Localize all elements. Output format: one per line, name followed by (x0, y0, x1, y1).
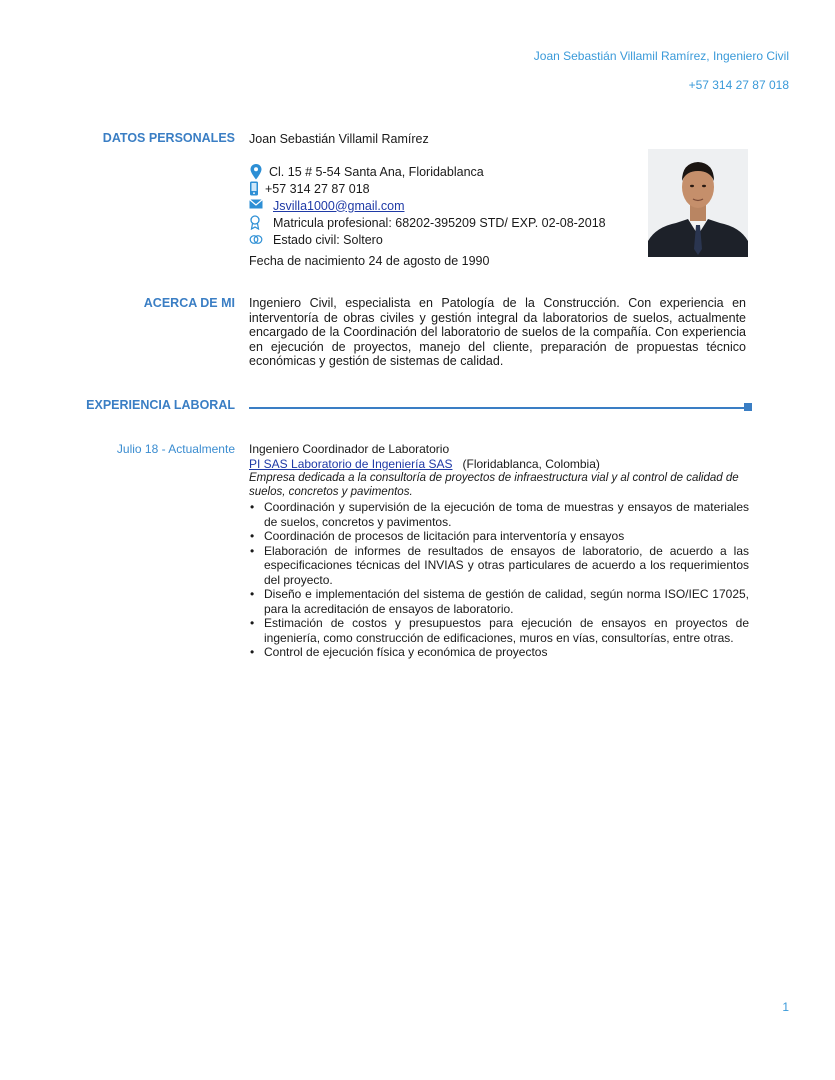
address-row (249, 163, 606, 180)
contact-list (249, 163, 606, 248)
job-entry (249, 442, 749, 660)
phone-icon (249, 181, 261, 197)
job-period: Julio 18 - Actualmente (116, 442, 235, 456)
list-item: • Elaboración de informes de resultados de ensayos de laboratorio, de acuerdo a las especificaciones técnicas del INVIAS y otras particulares de acuerdo a los requerimientos del proyecto. (249, 544, 749, 588)
license-row (249, 214, 606, 231)
company-link[interactable]: PI SAS Laboratorio de Ingeniería SAS (249, 456, 453, 471)
profile-photo (648, 149, 748, 257)
section-label-experience: EXPERIENCIA LABORAL (86, 398, 235, 412)
email-row (249, 197, 606, 214)
job-bullets (249, 500, 749, 660)
job-title: Ingeniero Coordinador de Laboratorio (249, 442, 450, 456)
list-item: • Coordinación de procesos de licitación para interventoría y ensayos (249, 529, 749, 544)
full-name: Joan Sebastián Villamil Ramírez (249, 132, 429, 146)
company-description: Empresa dedicada a la consultoría de proyectos de infraestructura vial y al control de calidad de suelos, concretos y pavimentos. (249, 472, 739, 498)
award-icon (249, 215, 269, 231)
about-text: Ingeniero Civil, especialista en Patología de la Construcción. Con experiencia en interventoría de obras civiles y gestión integral da laboratorios de suelos, actualmente encargado de la Coordinación del laboratorio de suelos de la compañía. Con experiencia en ejecución de proyectos, manejo del cliente, preparación de propuestas técnico económicas y gestión de sistemas de calidad. (249, 296, 746, 368)
section-label-personal: DATOS PERSONALES (102, 131, 235, 145)
phone-row (249, 180, 606, 197)
section-label-about: ACERCA DE MI (143, 296, 235, 310)
email-icon (249, 198, 269, 214)
section-divider-marker (744, 403, 752, 411)
job-location: (Floridablanca, Colombia) (462, 456, 600, 471)
header-phone: +57 314 27 87 018 (688, 78, 789, 92)
phone-text: +57 314 27 87 018 (265, 181, 370, 196)
location-icon (249, 164, 265, 180)
section-divider (249, 407, 744, 409)
address-text: Cl. 15 # 5-54 Santa Ana, Floridablanca (269, 164, 484, 179)
list-item: • Diseño e implementación del sistema de gestión de calidad, según norma ISO/IEC 17025, para la acreditación de ensayos de laboratorio. (249, 587, 749, 616)
list-item: • Control de ejecución física y económica de proyectos (249, 645, 749, 660)
civil-status-row (249, 231, 606, 248)
list-item: • Coordinación y supervisión de la ejecución de toma de muestras y ensayos de materiales de suelos, concretos y pavimentos. (249, 500, 749, 529)
page-number: 1 (782, 1000, 789, 1014)
job-company-line (249, 457, 749, 472)
rings-icon (249, 232, 269, 248)
header-name-title: Joan Sebastián Villamil Ramírez, Ingeniero Civil (533, 49, 789, 63)
license-text: Matricula profesional: 68202-395209 STD/ EXP. 02-08-2018 (273, 215, 606, 230)
email-link[interactable]: Jsvilla1000@gmail.com (273, 198, 405, 213)
birth-date: Fecha de nacimiento 24 de agosto de 1990 (249, 254, 490, 268)
civil-status-text: Estado civil: Soltero (273, 232, 383, 247)
list-item: • Estimación de costos y presupuestos para ejecución de ensayos en proyectos de ingeniería, como construcción de edificaciones, muros en vías, consultorías, entre otras. (249, 616, 749, 645)
